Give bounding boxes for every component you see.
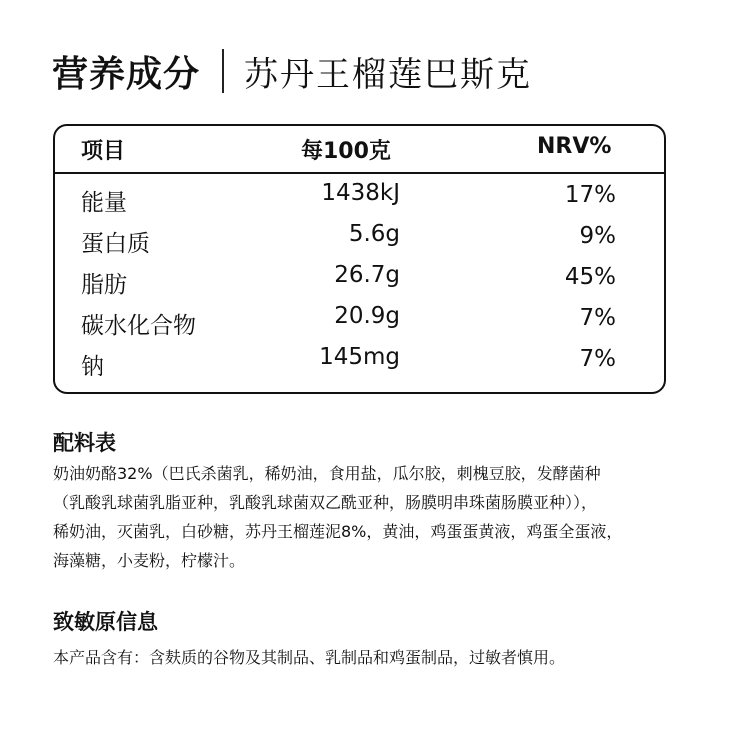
ingredients-line: 海藻糖，小麦粉，柠檬汁。: [53, 551, 246, 570]
row-sodium-nrv: 7%: [579, 346, 616, 372]
nutrition-table: [53, 124, 666, 394]
allergen-heading: 致敏原信息: [53, 610, 158, 634]
ingredients-line: 奶油奶酪32%（巴氏杀菌乳，稀奶油，食用盐，瓜尔胶，刺槐豆胶，发酵菌种: [53, 464, 601, 483]
row-protein-name: 蛋白质: [81, 231, 150, 257]
row-fat-value: 26.7g: [334, 262, 400, 288]
header-divider: [55, 172, 664, 174]
row-fat-nrv: 45%: [564, 264, 616, 290]
ingredients-heading: 配料表: [53, 431, 116, 455]
row-protein-nrv: 9%: [579, 223, 616, 249]
row-carbohydrate-value: 20.9g: [334, 303, 400, 329]
ingredients-line: （乳酸乳球菌乳脂亚种，乳酸乳球菌双乙酰亚种，肠膜明串珠菌肠膜亚种）），: [53, 493, 598, 512]
header-nrv: NRV%: [537, 134, 612, 159]
ingredients-list: [53, 459, 683, 575]
row-sodium-value: 145mg: [319, 344, 400, 370]
header-per-100g: 每100克: [301, 139, 391, 164]
row-energy-value: 1438kJ: [321, 180, 400, 206]
row-protein-value: 5.6g: [348, 221, 400, 247]
row-carbohydrate-name: 碳水化合物: [81, 313, 196, 339]
row-fat-name: 脂肪: [81, 272, 127, 298]
row-energy-nrv: 17%: [564, 182, 616, 208]
row-sodium-name: 钠: [81, 354, 104, 380]
row-energy-name: 能量: [81, 190, 127, 216]
product-name: 苏丹王榴莲巴斯克: [244, 54, 533, 95]
ingredients-line: 稀奶油，灭菌乳，白砂糖，苏丹王榴莲泥8%，黄油，鸡蛋蛋黄液，鸡蛋全蛋液，: [53, 522, 623, 541]
header-item: 项目: [81, 139, 126, 164]
allergen-statement: 本产品含有：含麸质的谷物及其制品、乳制品和鸡蛋制品，过敏者慎用。: [53, 648, 566, 667]
page-title: [52, 44, 532, 98]
title-main: 营养成分: [52, 53, 201, 95]
title-divider: [222, 49, 224, 93]
row-carbohydrate-nrv: 7%: [579, 305, 616, 331]
